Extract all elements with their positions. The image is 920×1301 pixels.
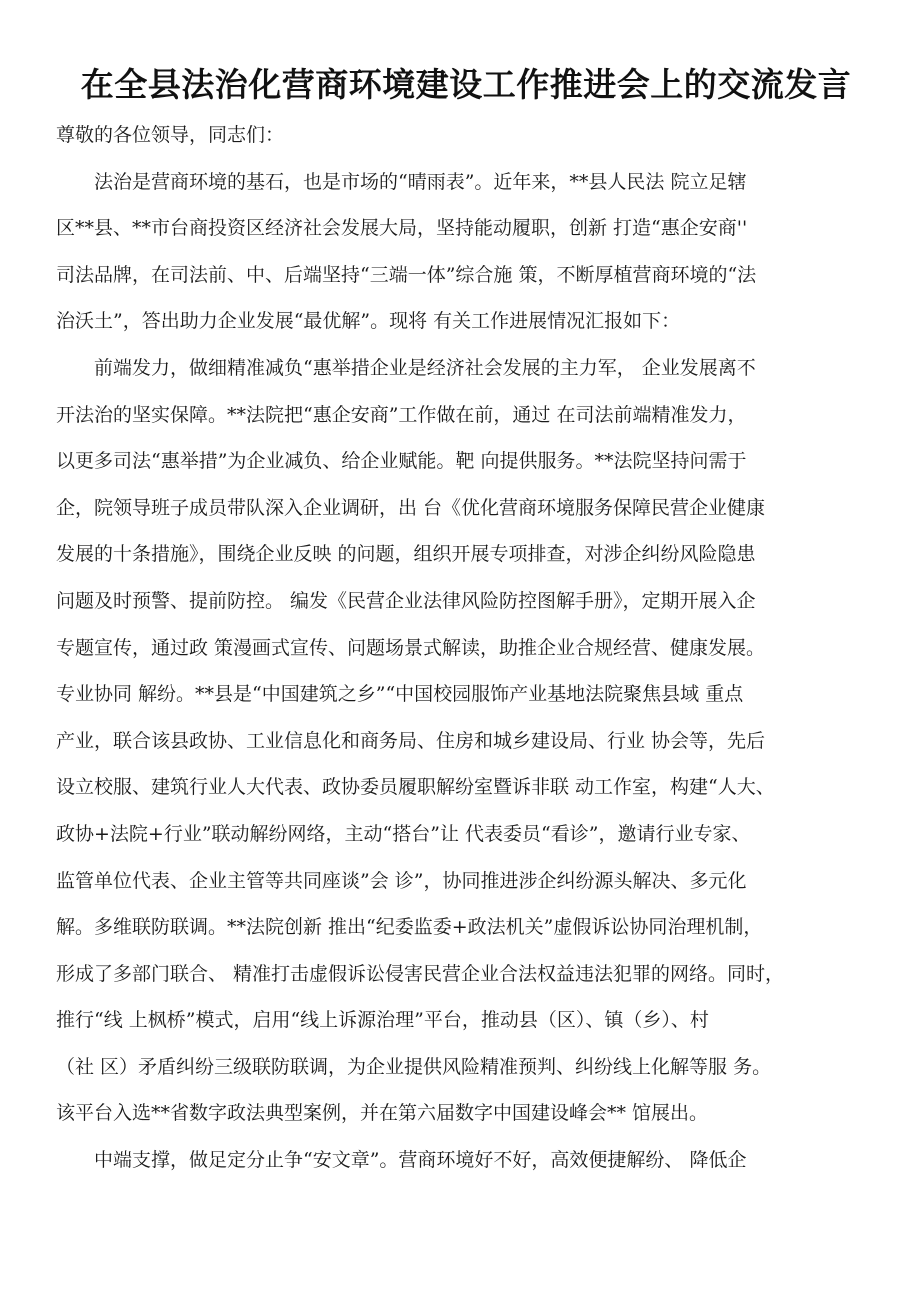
text-line: 开法治的坚实保障。**法院把“惠企安商”工作做在前，通过 在司法前端精准发力， [56, 403, 747, 426]
text-line: 司法品牌，在司法前、中、后端坚持“三端一体”综合施 策，不断厚植营商环境的“法 [56, 263, 757, 286]
text-line: 企，院领导班子成员带队深入企业调研，出 台《优化营商环境服务保障民营企业健康 [56, 496, 766, 519]
text-line: 专题宣传，通过政 策漫画式宣传、问题场景式解读，助推企业合规经营、健康发展。 [56, 636, 766, 659]
text-line: 设立校服、建筑行业人大代表、政协委员履职解纷室暨诉非联 动工作室，构建“人大、 [56, 776, 775, 799]
text-line: 推行“线 上枫桥”模式，启用“线上诉源治理”平台，推动县（区）、镇（乡）、村 [56, 1009, 709, 1032]
text-line: 以更多司法“惠举措”为企业减负、给企业赋能。靶 向提供服务。**法院坚持问需于 [56, 450, 747, 473]
text-line: 形成了多部门联合、 精准打击虚假诉讼侵害民营企业合法权益违法犯罪的网络。同时， [56, 962, 785, 985]
text-line: 专业协同 解纷。**县是“中国建筑之乡”“中国校园服饰产业基地法院聚焦县域 重点 [56, 683, 744, 706]
document-body [56, 112, 876, 1184]
text-line: 该平台入选**省数字政法典型案例，并在第六届数字中国建设峰会** 馆展出。 [56, 1102, 709, 1125]
text-line: 中端支撑，做足定分止争“安文章”。营商环境好不好，高效便捷解纷、 降低企 [56, 1149, 747, 1172]
text-line: 解。多维联防联调。**法院创新 推出“纪委监委+政法机关”虚假诉讼协同治理机制， [56, 916, 763, 939]
text-line: 监管单位代表、企业主管等共同座谈”会 诊”，协同推进涉企纠纷源头解决、多元化 [56, 869, 747, 892]
text-line: 政协+法院+行业”联动解纷网络，主动“搭台”让 代表委员“看诊”，邀请行业专家、 [56, 822, 751, 845]
salutation-line: 尊敬的各位领导，同志们： [56, 124, 285, 146]
text-line: 治沃土”，答出助力企业发展“最优解”。现将 有关工作进展情况汇报如下： [56, 310, 681, 333]
document-title: 在全县法治化营商环境建设工作推进会上的交流发言 [80, 65, 852, 104]
text-line: 发展的十条措施》，围绕企业反映 的问题，组织开展专项排查，对涉企纠纷风险隐患 [56, 543, 756, 566]
text-line: 前端发力，做细精准减负“惠举措企业是经济社会发展的主力军， 企业发展离不 [56, 356, 756, 379]
text-line: （社 区）矛盾纠纷三级联防联调，为企业提供风险精准预判、纠纷线上化解等服 务。 [56, 1055, 772, 1078]
text-line: 产业，联合该县政协、工业信息化和商务局、住房和城乡建设局、行业 协会等，先后 [56, 729, 766, 752]
text-line: 法治是营商环境的基石，也是市场的“晴雨表”。近年来，**县人民法 院立足辖 [56, 170, 747, 193]
text-line: 问题及时预警、提前防控。 编发《民营企业法律风险防控图解手册》，定期开展入企 [56, 589, 756, 612]
text-line: 区**县、**市台商投资区经济社会发展大局，坚持能动履职，创新 打造“惠企安商'' [56, 217, 748, 240]
